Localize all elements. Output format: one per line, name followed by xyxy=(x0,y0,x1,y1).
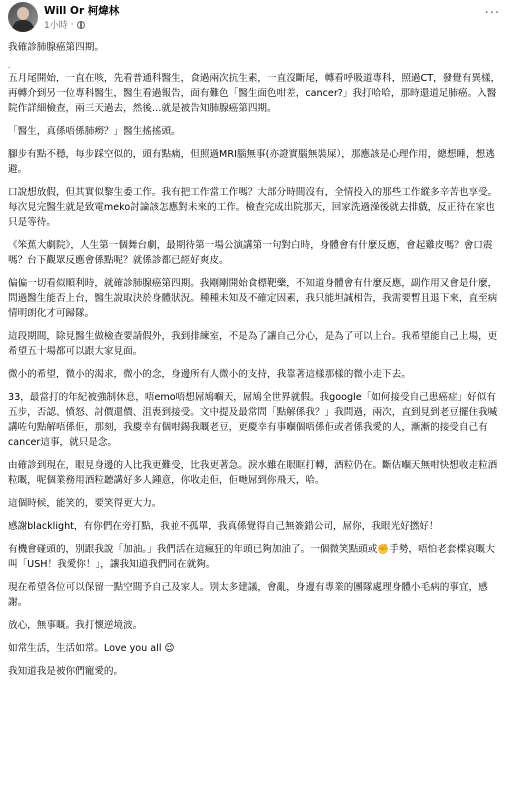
post-meta: 1小時 · xyxy=(44,18,85,31)
post-paragraph: 偏偏一切看似順利時，就確診肺腺癌第四期。我剛剛開始食標靶藥，不知道身體會有什麼反應，副作用又會是什麼，問過醫生能否上台，醫生說取決於身體狀況。種種未知及不確定因素，我只能坦誠相告，我需要暫且退下來，直至病情明朗化才可歸隊。 xyxy=(8,278,498,319)
post-paragraph: 由確診到現在，眼見身邊的人比我更難受，比我更著急。淚水雖在眼眶打轉，酒粒仍在。斷估嗰天無咁快想收走粒酒粒嘅，呢個業務用酒粒聽講好多人鍾意，你收走佢，佢哋屌到你飛天，哈。 xyxy=(8,460,498,486)
post-body xyxy=(8,40,504,687)
post-paragraph: 「醫生，真係唔係肺癆？」醫生搖搖頭。 xyxy=(8,126,181,137)
post-paragraph: 33，最當打的年紀被強制休息，唔emo唔想屌鳩嗰天，屌鳩全世界就假。我google「如何接受自己患癌症」好似有五步，否認、憤怒、討價還價、沮喪到接受。文中提及最常問「點解係我？」我問過，兩次，直到見到老豆擺住我喊講咗句點解唔係佢，那刻，我慶幸有個咁錫我嘅老豆，更慶幸有事嗰個唔係佢或者係我愛的人，漸漸的接受自己有cancer這事，就只是念。 xyxy=(8,392,498,448)
post-paragraph: 口說想放假，但其實似黎生委工作。我有把工作當工作嗎？大部分時間沒有，全情投入的那些工作縱多辛苦也享受。每次見完醫生就是致電meko討論該怎應對未來的工作。檢查完成出院那天，回家洗過澡後就去排戲，反正待在家也只是等待。 xyxy=(8,187,498,228)
post-paragraph: 有機會碰頭的，別跟我說「加油。」我們活在這瘋狂的年頭已夠加油了。一個微笑點頭或✊手勢，唔怕老套楪哀嘅大叫「USH！我愛你！」，讓我知道我們同在就夠。 xyxy=(8,544,495,570)
more-options-button[interactable]: ··· xyxy=(484,6,500,21)
post-paragraph: 我確診肺腺癌第四期。 xyxy=(8,42,104,53)
post-paragraph: 五月尾開始，一直在咳，先看普通科醫生，食過兩次抗生素，一直沒斷尾，轉看呼吸道專科，照過CT，發覺有異樣，再轉介到另一位專科醫生，醫生看過報告，面有難色「醫生面色咁差，cancer?」我打哈哈，那時還道足肺癌。入醫院作詳細檢查，兩三天過去，然後…就是被告知肺腺癌第四期。 xyxy=(8,73,501,114)
spacer-dot: . xyxy=(8,62,11,70)
post-paragraph: 這個時候，能笑的，要笑得更大力。 xyxy=(8,498,162,509)
post-time[interactable]: 1小時 xyxy=(44,21,68,31)
post-paragraph: 現在希望各位可以保留一點空間予自己及家人。別太多建議，會亂，身邊有專業的團隊處理身體小毛病的事宜，感謝。 xyxy=(8,582,488,608)
globe-icon xyxy=(77,21,85,29)
post-paragraph: 微小的希望，微小的渴求，微小的念，身邊所有人微小的支持，我靠著這樣那樣的微小走下去。 xyxy=(8,369,411,380)
post-paragraph: 放心，無事嘅。我打懷逆境波。 xyxy=(8,620,143,631)
post-paragraph: 腳步有點不穩，每步踩空似的，頭有點痛，但照過MRI腦無事(亦證實腦無裝屎），那應該是心理作用，總想睡，想逃避。 xyxy=(8,149,495,175)
avatar[interactable] xyxy=(8,2,38,32)
post-paragraph: 這段期間，除見醫生做檢查要請假外，我到排練室，不是為了讓自己分心，是為了可以上台。我希望能自己上場，更希望五十場都可以跟大家見面。 xyxy=(8,331,498,357)
post-paragraph: 《笨蕉大劇院》，人生第一個舞台劇，最期待第一場公演講第一句對白時，身體會有什麼反應，會起雞皮嗎？會口震嗎？台下觀眾反應會係點呢？就係診都已經好爽皮。 xyxy=(8,240,493,266)
post-paragraph: 感謝blacklight，有你們在旁打點，我並不孤單，我真係覺得自己無簽錯公司，屌你，我眼光好撚好！ xyxy=(8,521,439,532)
post-header xyxy=(8,0,502,36)
post-paragraph: 我知道我是被你們寵愛的。 xyxy=(8,666,124,677)
post-paragraph: 如常生活，生活如常。Love you all 😉 xyxy=(8,643,175,654)
author-name[interactable]: Will Or 柯煒林 xyxy=(44,5,120,17)
